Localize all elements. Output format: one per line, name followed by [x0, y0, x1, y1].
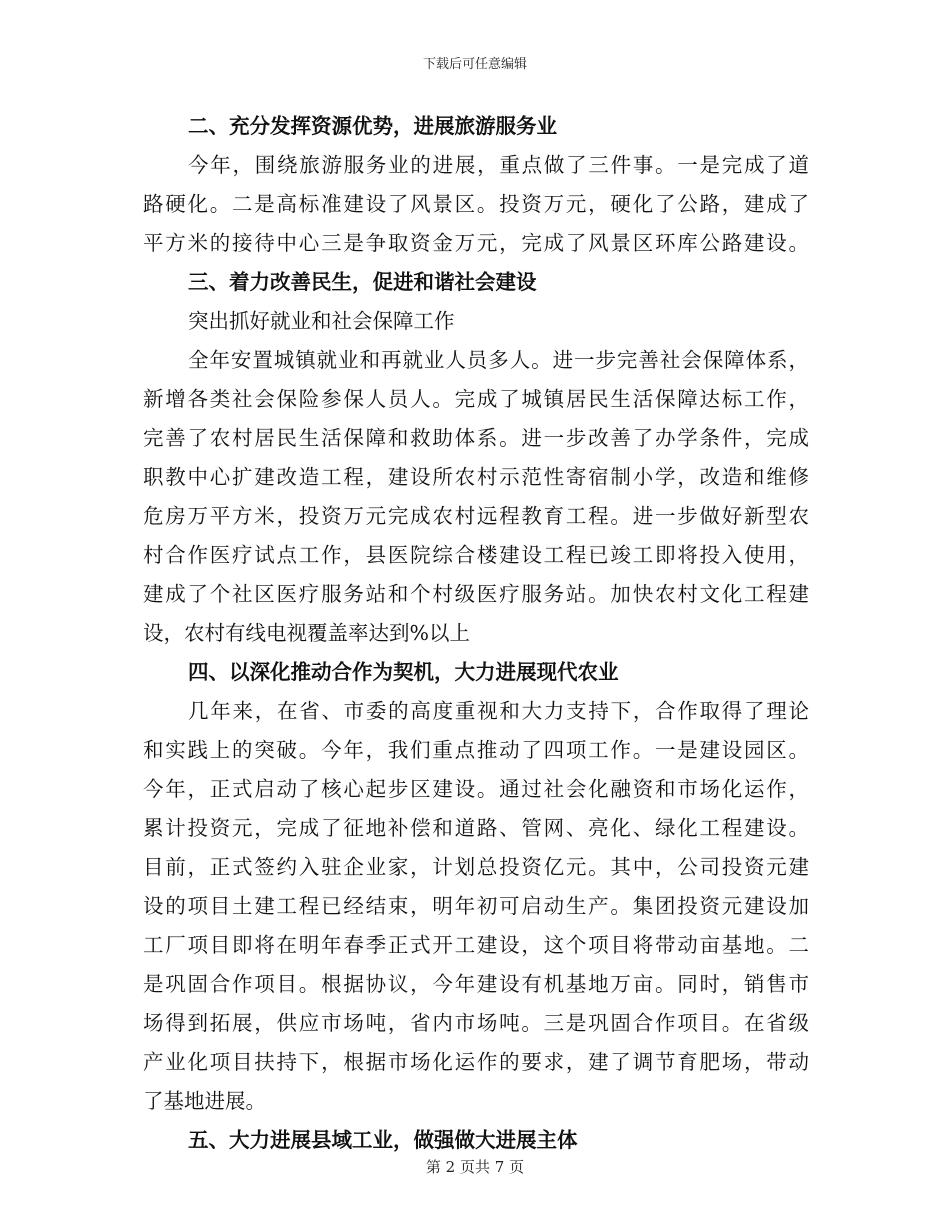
- paragraph-line: 了基地进展。: [143, 1089, 266, 1113]
- sub-heading: 突出抓好就业和社会保障工作: [188, 309, 455, 333]
- paragraph-line: 设，农村有线电视覆盖率达到%以上: [143, 621, 470, 645]
- paragraph-line: 场得到拓展，供应市场吨，省内市场吨。三是巩固合作项目。在省级: [143, 1011, 809, 1035]
- section-heading: 五、大力进展县域工业，做强做大进展主体: [188, 1128, 578, 1152]
- paragraph-line: 建成了个社区医疗服务站和个村级医疗服务站。加快农村文化工程建: [143, 582, 809, 606]
- paragraph-line: 工厂项目即将在明年春季正式开工建设，这个项目将带动亩基地。二: [143, 933, 809, 957]
- paragraph-line: 职教中心扩建改造工程，建设所农村示范性寄宿制小学，改造和维修: [143, 465, 809, 489]
- paragraph-line: 累计投资元，完成了征地补偿和道路、管网、亮化、绿化工程建设。: [143, 816, 809, 840]
- paragraph-line: 新增各类社会保险参保人员人。完成了城镇居民生活保障达标工作，: [143, 387, 809, 411]
- paragraph-line: 全年安置城镇就业和再就业人员多人。进一步完善社会保障体系，: [188, 348, 809, 372]
- paragraph-line: 目前，正式签约入驻企业家，计划总投资亿元。其中，公司投资元建: [143, 855, 809, 879]
- paragraph-line: 路硬化。二是高标准建设了风景区。投资万元，硬化了公路，建成了: [143, 192, 809, 216]
- paragraph-line: 今年，正式启动了核心起步区建设。通过社会化融资和市场化运作，: [143, 777, 809, 801]
- paragraph-line: 危房万平方米，投资万元完成农村远程教育工程。进一步做好新型农: [143, 504, 809, 528]
- paragraph-line: 产业化项目扶持下，根据市场化运作的要求，建了调节育肥场，带动: [143, 1050, 809, 1074]
- paragraph-line: 几年来，在省、市委的高度重视和大力支持下，合作取得了理论: [188, 699, 809, 723]
- document-body: [143, 107, 809, 1160]
- paragraph-line: 平方米的接待中心三是争取资金万元，完成了风景区环库公路建设。: [143, 231, 809, 255]
- section-heading: 二、充分发挥资源优势，进展旅游服务业: [188, 114, 557, 138]
- page-number: 第 2 页共 7 页: [425, 1158, 525, 1176]
- section-heading: 三、着力改善民生，促进和谐社会建设: [188, 270, 537, 294]
- paragraph-line: 村合作医疗试点工作，县医院综合楼建设工程已竣工即将投入使用，: [143, 543, 809, 567]
- paragraph-line: 设的项目土建工程已经结束，明年初可启动生产。集团投资元建设加: [143, 894, 809, 918]
- section-heading: 四、以深化推动合作为契机，大力进展现代农业: [188, 660, 619, 684]
- page-header-note: 下载后可任意编辑: [422, 57, 527, 72]
- paragraph-line: 今年，围绕旅游服务业的进展，重点做了三件事。一是完成了道: [188, 153, 809, 177]
- paragraph-line: 和实践上的突破。今年，我们重点推动了四项工作。一是建设园区。: [143, 738, 809, 762]
- paragraph-line: 完善了农村居民生活保障和救助体系。进一步改善了办学条件，完成: [143, 426, 809, 450]
- paragraph-line: 是巩固合作项目。根据协议，今年建设有机基地万亩。同时，销售市: [143, 972, 809, 996]
